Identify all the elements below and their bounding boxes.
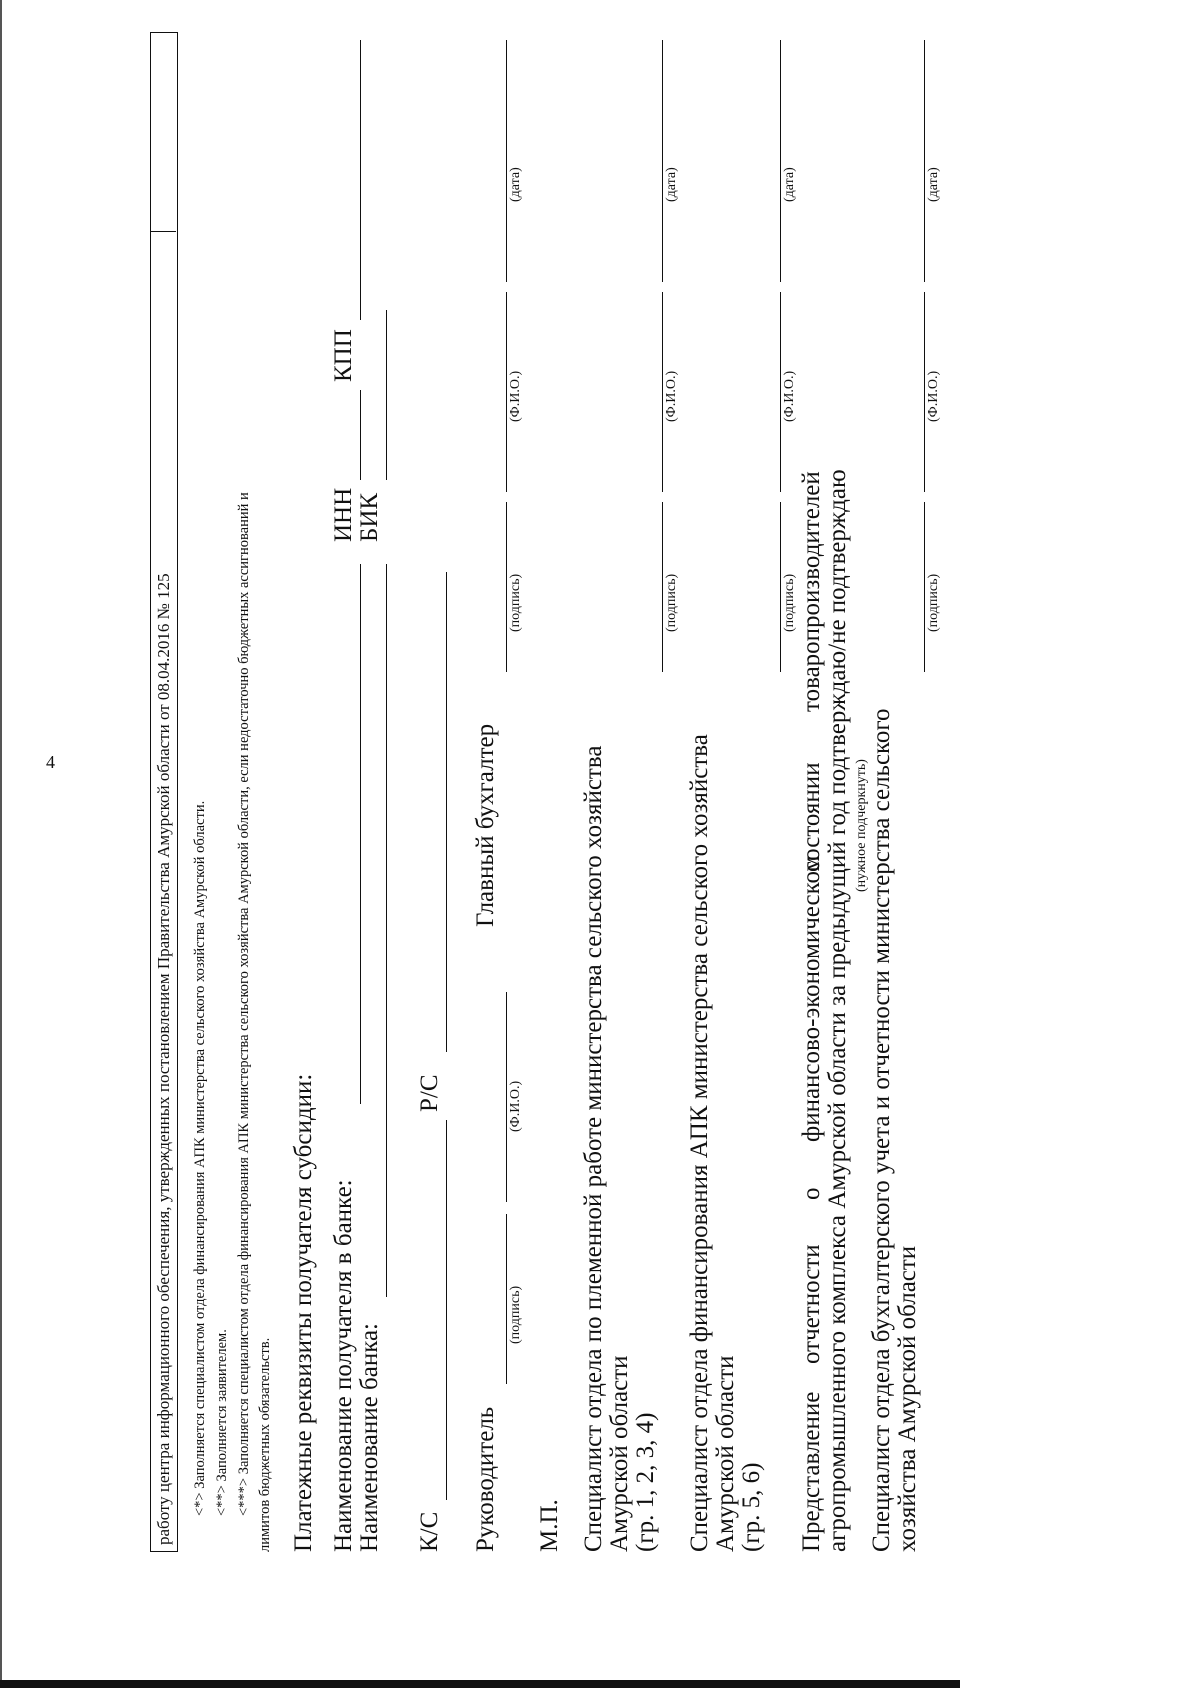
page-edge-line (0, 0, 2, 1680)
note-1: <*> Заполняется специалистом отдела финансирования АПК министерства сельского хозяйства Амурской области. (192, 800, 208, 1516)
note-3-cont: лимитов бюджетных обязательств. (257, 1337, 273, 1552)
specialist-2-line-3: (гр. 5, 6) (738, 1462, 765, 1552)
head-fio-caption: (Ф.И.О.) (508, 1080, 523, 1132)
bank-name-field[interactable] (386, 564, 387, 1297)
specialist-3-line-1: Специалист отдела бухгалтерского учета и отчетности министерства сельского (868, 708, 895, 1552)
ks-label: К/С (416, 1511, 443, 1552)
recipient-bank-name-label: Наименование получателя в банке: (330, 1179, 357, 1552)
specialist-2-fio-caption: (Ф.И.О.) (782, 370, 797, 422)
scan-bottom-bar (0, 1680, 960, 1688)
accountant-fio-field[interactable] (506, 292, 507, 492)
accountant-fio-caption: (Ф.И.О.) (508, 370, 523, 422)
report-word-3: о (798, 1187, 825, 1200)
header-text: работу центра информационного обеспечения, утвержденных постановлением Правительства Амурской области от 08.04.2016 № 125 (151, 231, 176, 1551)
accountant-signature-caption: (подпись) (508, 573, 523, 632)
specialist-3-date-field[interactable] (924, 40, 925, 282)
note-3: <***> Заполняется специалистом отдела финансирования АПК министерства сельского хозяйства Амурской области, если недостаточно бюджетных ассигнований и (236, 492, 252, 1516)
specialist-1-signature-caption: (подпись) (664, 573, 679, 632)
specialist-1-line-3: (гр. 1, 2, 3, 4) (632, 1412, 659, 1552)
report-word-5: состоянии (798, 762, 825, 872)
accountant-date-field[interactable] (506, 40, 507, 282)
head-fio-field[interactable] (506, 992, 507, 1202)
report-line-2: агропромышленного комплекса Амурской области за предыдущий год подтверждаю/не подтверждаю (824, 469, 851, 1552)
specialist-2-signature-field[interactable] (780, 502, 781, 672)
specialist-1-line-2: Амурской области (606, 1355, 633, 1552)
head-label: Руководитель (472, 1406, 499, 1552)
specialist-2-fio-field[interactable] (780, 292, 781, 492)
inn-field[interactable] (360, 390, 361, 480)
head-signature-field[interactable] (506, 1214, 507, 1384)
specialist-3-fio-caption: (Ф.И.О.) (926, 370, 941, 422)
accountant-signature-field[interactable] (506, 502, 507, 672)
accountant-date-caption: (дата) (508, 167, 523, 202)
page-number: 4 (46, 752, 55, 772)
specialist-1-date-caption: (дата) (664, 167, 679, 202)
specialist-3-fio-field[interactable] (924, 292, 925, 492)
kpp-label: КПП (330, 329, 357, 382)
specialist-3-line-2: хозяйства Амурской области (894, 1245, 921, 1552)
report-word-6: товаропроизводителей (798, 471, 825, 712)
requisites-title: Платежные реквизиты получателя субсидии: (290, 1073, 317, 1552)
report-word-1: Представление (798, 1391, 825, 1552)
chief-accountant-label: Главный бухгалтер (472, 723, 499, 927)
bik-label: БИК (356, 492, 383, 542)
rotated-document (150, 40, 1200, 1552)
specialist-3-date-caption: (дата) (926, 167, 941, 202)
specialist-2-line-1: Специалист отдела финансирования АПК министерства сельского хозяйства (686, 734, 713, 1552)
specialist-2-signature-caption: (подпись) (782, 573, 797, 632)
specialist-1-fio-caption: (Ф.И.О.) (664, 370, 679, 422)
report-word-2: отчетности (798, 1244, 825, 1364)
header-table (150, 32, 178, 1552)
specialist-3-signature-field[interactable] (924, 502, 925, 672)
rs-label: Р/С (416, 1074, 443, 1112)
head-signature-caption: (подпись) (508, 1285, 523, 1344)
specialist-3-signature-caption: (подпись) (926, 573, 941, 632)
report-note: (нужное подчеркнуть) (854, 759, 869, 892)
specialist-2-line-2: Амурской области (712, 1355, 739, 1552)
rs-field[interactable] (446, 572, 447, 1052)
specialist-1-signature-field[interactable] (662, 502, 663, 672)
kpp-field[interactable] (360, 40, 361, 320)
note-2: <**> Заполняется заявителем. (214, 1329, 230, 1516)
stamp-label: М.П. (536, 1499, 563, 1552)
bank-name-label: Наименование банка: (356, 1322, 383, 1552)
specialist-2-date-field[interactable] (780, 40, 781, 282)
specialist-1-line-1: Специалист отдела по племенной работе министерства сельского хозяйства (580, 745, 607, 1552)
bik-field[interactable] (386, 310, 387, 480)
recipient-bank-name-field[interactable] (360, 564, 361, 1104)
inn-label: ИНН (330, 487, 357, 542)
specialist-1-date-field[interactable] (662, 40, 663, 282)
report-word-4: финансово-экономическом (798, 855, 825, 1142)
specialist-1-fio-field[interactable] (662, 292, 663, 492)
ks-field[interactable] (446, 1120, 447, 1500)
specialist-2-date-caption: (дата) (782, 167, 797, 202)
